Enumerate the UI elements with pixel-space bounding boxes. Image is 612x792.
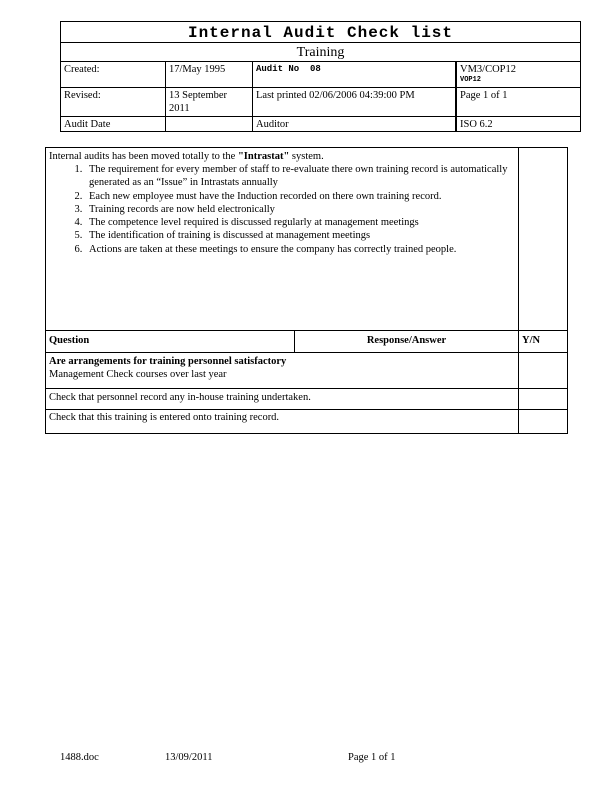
column-header-yn: Y/N [519, 331, 567, 353]
column-header-response: Response/Answer [295, 331, 519, 353]
table-row-question: Check that personnel record any in-house training undertaken. [46, 389, 519, 410]
intro-lead-end: system. [289, 151, 324, 162]
table-row-question: Check that this training is entered onto training record. [46, 410, 519, 433]
intro-list-item: 6. Actions are taken at these meetings to ensure the company has correctly trained people. [85, 243, 515, 256]
intro-list-item: 2. Each new employee must have the Induction recorded on there own training record. [85, 190, 515, 203]
document-subtitle: Training [61, 43, 580, 62]
audit-date-value[interactable] [166, 117, 253, 131]
intro-side-cell [519, 148, 567, 331]
question-heading: Are arrangements for training personnel satisfactory [49, 356, 287, 367]
doc-ref-small: VOP12 [460, 76, 482, 84]
table-row-question [46, 353, 519, 389]
revised-label: Revised: [61, 88, 166, 117]
checklist-table [45, 147, 568, 434]
intro-list-item: 5. The identification of training is discussed at management meetings [85, 229, 515, 242]
document-reference [457, 62, 580, 88]
intro-lead-system: "Intrastat" [237, 151, 290, 162]
header-table [60, 21, 581, 132]
doc-ref: VM3/COP12 [460, 64, 517, 75]
footer-page: Page 1 of 1 [348, 752, 396, 763]
revised-value: 13 September 2011 [166, 88, 253, 117]
intro-lead [49, 150, 515, 163]
table-row-yn[interactable] [519, 353, 567, 389]
intro-list-item: 1. The requirement for every member of staff to re-evaluate there own training record is automatically generated as an “Issue” in Intrastats annually [85, 163, 515, 190]
document-title: Internal Audit Check list [61, 22, 580, 43]
question-text: Management Check courses over last year [49, 369, 227, 380]
column-header-question: Question [46, 331, 295, 353]
created-value: 17/May 1995 [166, 62, 253, 88]
footer-date: 13/09/2011 [165, 752, 213, 763]
table-row-yn[interactable] [519, 410, 567, 433]
intro-lead-text: Internal audits has been moved totally to the [49, 151, 238, 162]
intro-list-item: 3. Training records are now held electronically [85, 203, 515, 216]
last-printed: Last printed 02/06/2006 04:39:00 PM [253, 88, 457, 117]
footer-filename: 1488.doc [60, 752, 99, 763]
page-number: Page 1 of 1 [457, 88, 580, 117]
intro-list [49, 163, 515, 256]
intro-list-item: 4. The competence level required is discussed regularly at management meetings [85, 216, 515, 229]
auditor-label: Auditor [253, 117, 457, 131]
created-label: Created: [61, 62, 166, 88]
audit-date-label: Audit Date [61, 117, 166, 131]
intro-cell [46, 148, 519, 331]
iso-clause: ISO 6.2 [460, 119, 493, 130]
audit-number: Audit No 08 [253, 62, 457, 88]
table-row-yn[interactable] [519, 389, 567, 410]
